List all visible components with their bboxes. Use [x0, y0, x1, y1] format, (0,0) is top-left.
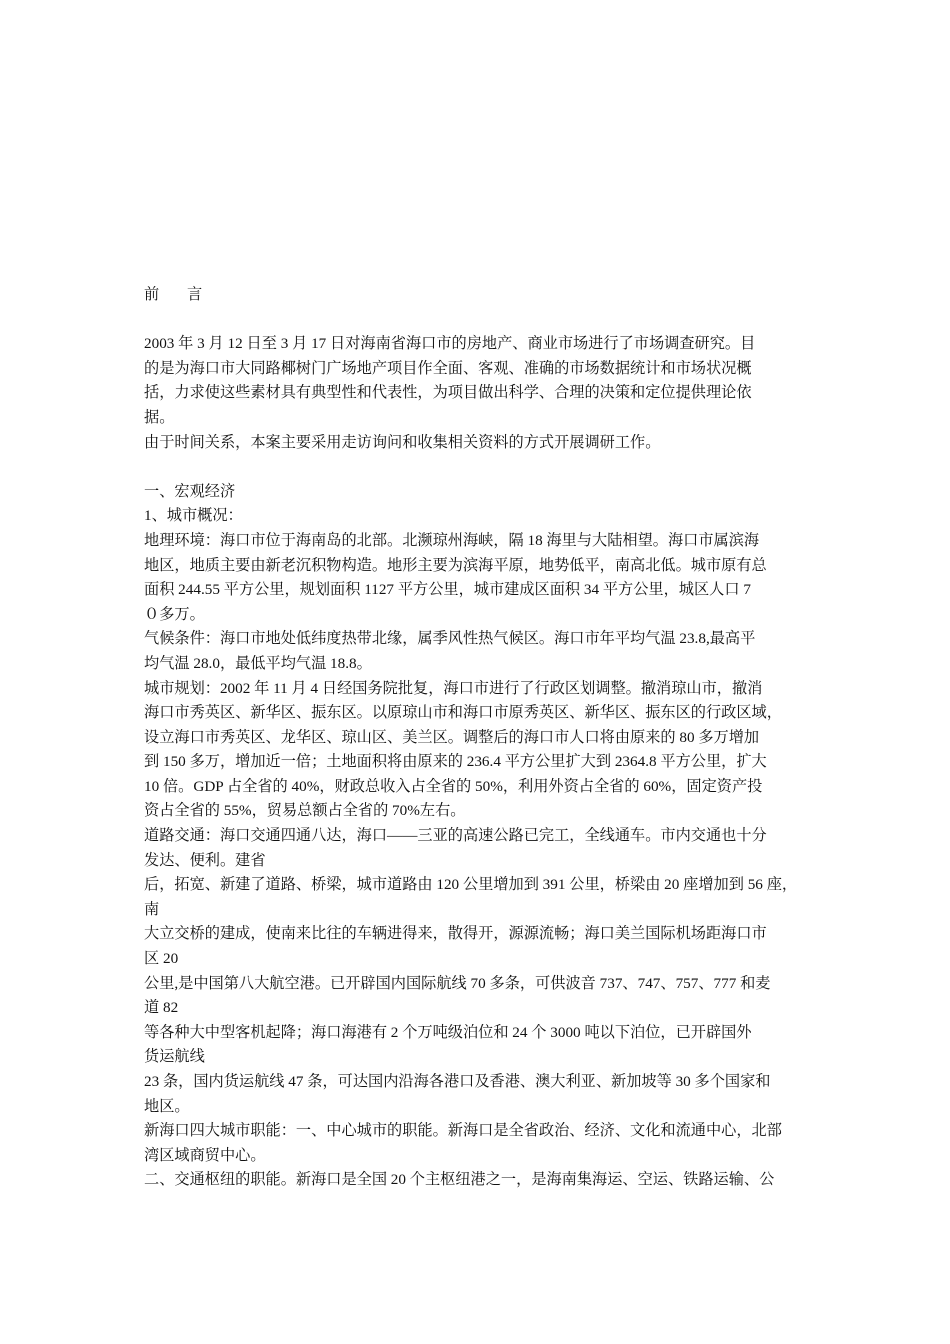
spacer	[144, 455, 816, 480]
transport-line: 道 82	[144, 999, 179, 1017]
functions-line: 湾区域商贸中心。	[144, 1146, 266, 1164]
climate-line: 气候条件：海口市地处低纬度热带北缘，属季风性热气候区。海口市年平均气温 23.8,最高平	[144, 630, 756, 648]
transport-line: 货运航线	[144, 1048, 205, 1066]
intro-line: 由于时间关系，本案主要采用走访询问和收集相关资料的方式开展调研工作。	[144, 433, 661, 451]
transport-line: 等各种大中型客机起降；海口海港有 2 个万吨级泊位和 24 个 3000 吨以下泊位，已开辟国外	[144, 1023, 752, 1041]
planning-line: 海口市秀英区、新华区、振东区。以原琼山市和海口市原秀英区、新华区、振东区的行政区域，	[144, 704, 782, 722]
geography-line: 面积 244.55 平方公里，规划面积 1127 平方公里，城市建成区面积 34 平方公里，城区人口 7	[144, 581, 751, 599]
intro-line: 据。	[144, 408, 175, 426]
subsection-heading: 1、城市概况：	[144, 507, 243, 525]
climate-paragraph	[144, 627, 816, 676]
planning-line: 设立海口市秀英区、龙华区、琼山区、美兰区。调整后的海口市人口将由原来的 80 多万增加	[144, 728, 760, 746]
document-page	[144, 283, 816, 1193]
geography-paragraph	[144, 529, 816, 627]
planning-line: 城市规划：2002 年 11 月 4 日经国务院批复，海口市进行了行政区划调整。撤消琼山市，撤消	[144, 679, 763, 697]
transport-line: 公里,是中国第八大航空港。已开辟国内国际航线 70 多条，可供波音 737、747、757、777 和麦	[144, 974, 771, 992]
document-title: 前 言	[144, 286, 215, 303]
functions-paragraph	[144, 1119, 816, 1193]
intro-paragraph	[144, 332, 816, 455]
transport-line: 23 条，国内货运航线 47 条，可达国内沿海各港口及香港、澳大利亚、新加坡等 30 多个国家和	[144, 1073, 771, 1090]
geography-line: 地理环境：海口市位于海南岛的北部。北濒琼州海峡，隔 18 海里与大陆相望。海口市属滨海	[144, 531, 760, 549]
transport-line: 道路交通：海口交通四通八达，海口——三亚的高速公路已完工，全线通车。市内交通也十分	[144, 827, 767, 845]
functions-line: 二、交通枢纽的职能。新海口是全国 20 个主枢纽港之一，是海南集海运、空运、铁路运输、公	[144, 1171, 775, 1189]
intro-line: 括，力求使这些素材具有典型性和代表性，为项目做出科学、合理的决策和定位提供理论依	[144, 384, 752, 402]
transport-line: 发达、便利。建省	[144, 851, 266, 869]
intro-line: 的是为海口市大同路椰树门广场地产项目作全面、客观、准确的市场数据统计和市场状况概	[144, 359, 752, 377]
planning-line: 10 倍。GDP 占全省的 40%，财政总收入占全省的 50%，利用外资占全省的 60%，固定资产投	[144, 777, 763, 795]
transport-line: 大立交桥的建成，使南来比往的车辆进得来，散得开，源源流畅；海口美兰国际机场距海口市	[144, 925, 767, 943]
transport-line: 南	[144, 900, 160, 918]
planning-paragraph	[144, 677, 816, 825]
climate-line: 均气温 28.0，最低平均气温 18.8。	[144, 654, 372, 672]
planning-line: 到 150 多万，增加近一倍；土地面积将由原来的 236.4 平方公里扩大到 2364.8 平方公里，扩大	[144, 753, 767, 771]
functions-line: 新海口四大城市职能：一、中心城市的职能。新海口是全省政治、经济、文化和流通中心，北部	[144, 1122, 782, 1140]
section-heading: 一、宏观经济	[144, 482, 236, 500]
transport-line: 后，拓宽、新建了道路、桥梁，城市道路由 120 公里增加到 391 公里，桥梁由 20 座增加到 56 座，	[144, 876, 798, 894]
transport-line: 地区。	[144, 1097, 190, 1115]
transport-paragraph	[144, 824, 816, 1119]
intro-line: 2003 年 3 月 12 日至 3 月 17 日对海南省海口市的房地产、商业市场进行了市场调查研究。目	[144, 335, 756, 353]
planning-line: 资占全省的 55%，贸易总额占全省的 70%左右。	[144, 802, 466, 820]
transport-line: 区 20	[144, 950, 179, 968]
geography-line: 地区，地质主要由新老沉积物构造。地形主要为滨海平原，地势低平，南高北低。城市原有总	[144, 556, 767, 574]
spacer	[144, 308, 816, 333]
geography-line: ０多万。	[144, 605, 205, 623]
